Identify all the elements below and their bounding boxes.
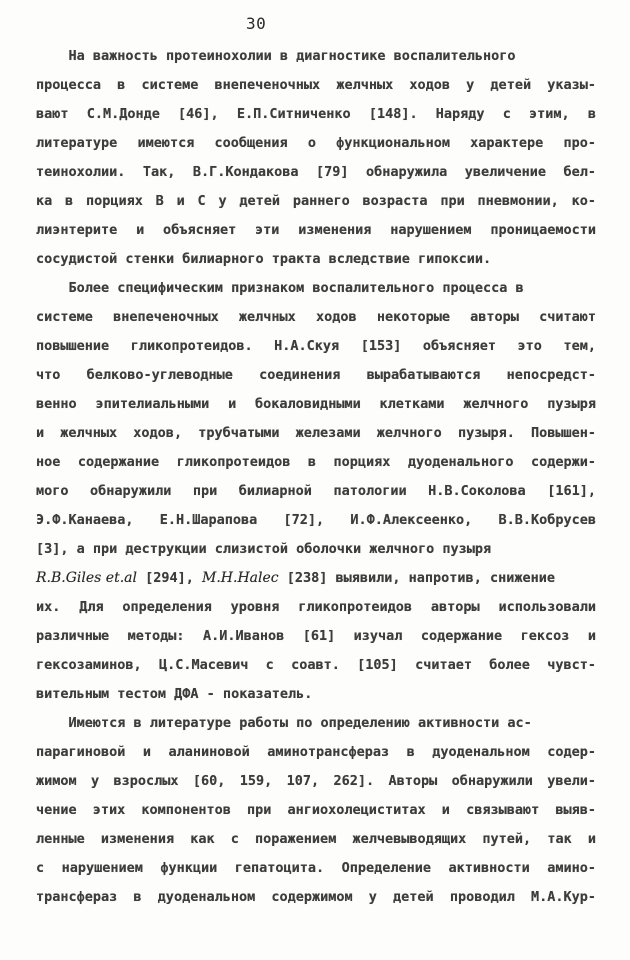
page-number: 30 <box>246 14 267 33</box>
text-line: гексозаминов, Ц.С.Масевич с соавт. [105] считает более чувст- <box>36 657 596 673</box>
text-line: ка в порциях В и С у детей раннего возраста при пневмонии, ко- <box>36 193 596 209</box>
text-line: вают С.М.Донде [46], Е.П.Ситниченко [148]. Наряду с этим, в <box>36 106 596 122</box>
text-line: Более специфическим признаком воспалительного процесса в <box>36 280 524 296</box>
text-line: их. Для определения уровня гликопротеидов авторы использовали <box>36 599 596 615</box>
text-line: системе внепеченочных желчных ходов некоторые авторы считают <box>36 309 596 325</box>
text-line: сосудистой стенки билиарного тракта вследствие гипоксии. <box>36 251 492 267</box>
text-line: с нарушением функции гепатоцита. Определение активности амино- <box>36 860 596 876</box>
text-fragment: [294], <box>136 570 203 586</box>
text-line: и желчных ходов, трубчатыми железами желчного пузыря. Повышен- <box>36 425 596 441</box>
text-line: жимом у взрослых [60, 159, 107, 262]. Авторы обнаружили увели- <box>36 773 596 789</box>
text-line: повышение гликопротеидов. Н.А.Скуя [153] объясняет это тем, <box>36 338 596 354</box>
text-line: вительным тестом ДФА - показатель. <box>36 686 313 702</box>
body-text <box>36 42 596 912</box>
text-line: что белково-углеводные соединения вырабатываются непосредст- <box>36 367 596 383</box>
text-line: различные методы: А.И.Иванов [61] изучал содержание гексоз и <box>36 628 596 644</box>
text-line: На важность протеинохолии в диагностике воспалительного <box>36 48 516 64</box>
text-line: мого обнаружили при билиарной патологии Н.В.Соколова [161], <box>36 483 596 499</box>
text-line: трансфераз в дуоденальном содержимом у детей проводил М.А.Кур- <box>36 889 596 905</box>
text-line: ное содержание гликопротеидов в порциях дуоденального содержи- <box>36 454 596 470</box>
text-line: процесса в системе внепеченочных желчных ходов у детей указы- <box>36 77 596 93</box>
text-fragment: [238] выявили, напротив, снижение <box>278 570 555 586</box>
handwritten-author: R.B.Giles et.al <box>36 570 137 586</box>
text-line: лиэнтерите и объясняет эти изменения нарушением проницаемости <box>36 222 596 238</box>
text-line: литературе имеются сообщения о функциональном характере про- <box>36 135 596 151</box>
text-line-handwritten-refs <box>36 564 596 593</box>
text-line: венно эпителиальными и бокаловидными клетками желчного пузыря <box>36 396 596 412</box>
text-line: ленные изменения как с поражением желчевыводящих путей, так и <box>36 831 596 847</box>
handwritten-author: M.H.Halec <box>202 570 279 586</box>
text-line: Имеются в литературе работы по определению активности ас- <box>36 715 532 731</box>
text-line: чение этих компонентов при ангиохолециститах и связывают выяв- <box>36 802 596 818</box>
text-line: [3], а при деструкции слизистой оболочки желчного пузыря <box>36 541 492 557</box>
text-line: парагиновой и аланиновой аминотрансфераз в дуоденальном содер- <box>36 744 596 760</box>
text-line: теинохолии. Так, В.Г.Кондакова [79] обнаружила увеличение бел- <box>36 164 596 180</box>
text-line: Э.Ф.Канаева, Е.Н.Шарапова [72], И.Ф.Алексеенко, В.В.Кобрусев <box>36 512 596 528</box>
